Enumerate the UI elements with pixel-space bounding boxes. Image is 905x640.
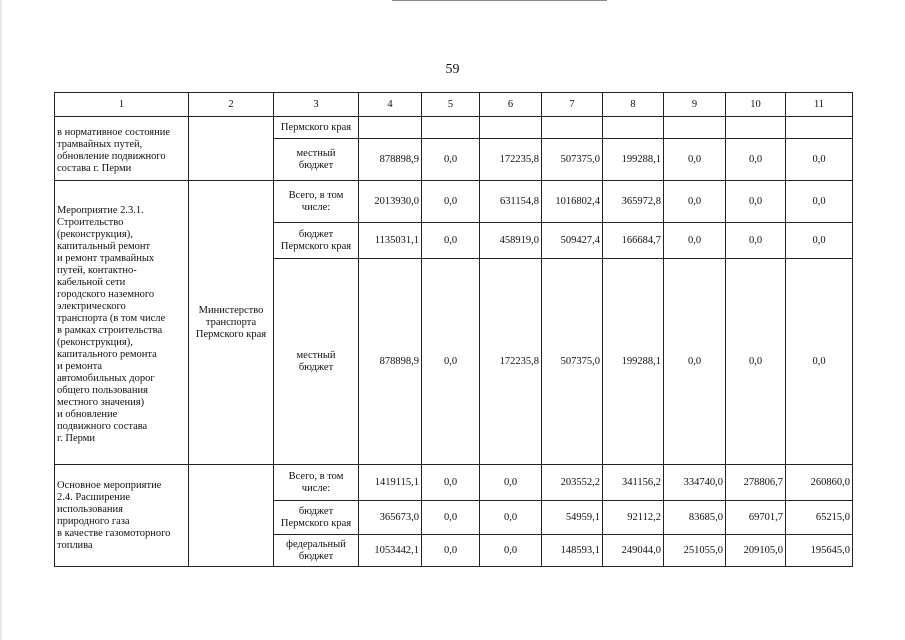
value-cell: 0,0	[786, 223, 853, 259]
funding-source: Всего, в том числе:	[274, 181, 359, 223]
table-row	[55, 465, 853, 501]
measure-description: Основное мероприятие 2.4. Расширение использования природного газа в качестве газомоторного топлива	[55, 465, 189, 567]
funding-source: бюджет Пермского края	[274, 501, 359, 535]
value-cell: 0,0	[726, 181, 786, 223]
value-cell	[603, 117, 664, 139]
header-cell: 10	[726, 93, 786, 117]
value-cell: 0,0	[786, 181, 853, 223]
value-cell: 166684,7	[603, 223, 664, 259]
funding-source: Пермского края	[274, 117, 359, 139]
value-cell: 0,0	[480, 535, 542, 567]
page-number: 59	[445, 62, 460, 77]
value-cell: 334740,0	[664, 465, 726, 501]
value-cell: 1135031,1	[359, 223, 422, 259]
value-cell: 199288,1	[603, 259, 664, 465]
value-cell	[422, 117, 480, 139]
table-row	[55, 117, 853, 139]
value-cell	[664, 117, 726, 139]
value-cell: 507375,0	[542, 259, 603, 465]
value-cell: 148593,1	[542, 535, 603, 567]
value-cell: 0,0	[726, 259, 786, 465]
header-cell: 8	[603, 93, 664, 117]
value-cell: 260860,0	[786, 465, 853, 501]
value-cell	[786, 117, 853, 139]
value-cell: 0,0	[726, 139, 786, 181]
value-cell	[480, 117, 542, 139]
value-cell: 0,0	[422, 139, 480, 181]
value-cell: 249044,0	[603, 535, 664, 567]
value-cell: 278806,7	[726, 465, 786, 501]
funding-source: бюджет Пермского края	[274, 223, 359, 259]
value-cell: 0,0	[664, 181, 726, 223]
value-cell: 172235,8	[480, 259, 542, 465]
header-cell: 4	[359, 93, 422, 117]
header-cell: 9	[664, 93, 726, 117]
value-cell: 199288,1	[603, 139, 664, 181]
value-cell: 172235,8	[480, 139, 542, 181]
value-cell: 458919,0	[480, 223, 542, 259]
value-cell: 0,0	[726, 223, 786, 259]
value-cell: 92112,2	[603, 501, 664, 535]
table-row	[55, 181, 853, 223]
header-cell: 6	[480, 93, 542, 117]
value-cell: 509427,4	[542, 223, 603, 259]
value-cell: 0,0	[786, 259, 853, 465]
value-cell: 631154,8	[480, 181, 542, 223]
value-cell: 251055,0	[664, 535, 726, 567]
value-cell: 0,0	[786, 139, 853, 181]
header-cell: 7	[542, 93, 603, 117]
value-cell: 65215,0	[786, 501, 853, 535]
header-cell: 2	[189, 93, 274, 117]
value-cell: 195645,0	[786, 535, 853, 567]
value-cell: 0,0	[480, 465, 542, 501]
value-cell: 54959,1	[542, 501, 603, 535]
value-cell: 507375,0	[542, 139, 603, 181]
value-cell	[542, 117, 603, 139]
value-cell: 0,0	[664, 139, 726, 181]
value-cell: 0,0	[422, 501, 480, 535]
value-cell: 0,0	[480, 501, 542, 535]
value-cell: 0,0	[664, 223, 726, 259]
value-cell: 69701,7	[726, 501, 786, 535]
header-cell: 3	[274, 93, 359, 117]
header-row	[55, 93, 853, 117]
scan-edge	[0, 0, 2, 640]
value-cell: 0,0	[664, 259, 726, 465]
value-cell	[359, 117, 422, 139]
value-cell: 83685,0	[664, 501, 726, 535]
value-cell: 209105,0	[726, 535, 786, 567]
value-cell: 0,0	[422, 181, 480, 223]
value-cell: 878898,9	[359, 139, 422, 181]
top-rule	[392, 0, 607, 1]
value-cell: 0,0	[422, 223, 480, 259]
executor-cell	[189, 465, 274, 567]
funding-source: местный бюджет	[274, 139, 359, 181]
value-cell: 1419115,1	[359, 465, 422, 501]
value-cell: 365972,8	[603, 181, 664, 223]
executor-cell: Министерство транспорта Пермского края	[189, 181, 274, 465]
value-cell: 1053442,1	[359, 535, 422, 567]
value-cell: 878898,9	[359, 259, 422, 465]
measure-description: Мероприятие 2.3.1. Строительство (реконструкция), капитальный ремонт и ремонт трамвайных путей, контактно- кабельной сети городского наземного электрического транспорта (в том числе в рамках строительства (реконструкция), капитального ремонта и ремонта автомобильных дорог общего пользования местного значения) и обновление подвижного состава г. Перми	[55, 181, 189, 465]
funding-source: федеральный бюджет	[274, 535, 359, 567]
value-cell: 0,0	[422, 465, 480, 501]
funding-source: местный бюджет	[274, 259, 359, 465]
value-cell: 2013930,0	[359, 181, 422, 223]
header-cell: 1	[55, 93, 189, 117]
value-cell: 341156,2	[603, 465, 664, 501]
measure-description: в нормативное состояние трамвайных путей, обновление подвижного состава г. Перми	[55, 117, 189, 181]
executor-cell	[189, 117, 274, 181]
value-cell: 1016802,4	[542, 181, 603, 223]
funding-source: Всего, в том числе:	[274, 465, 359, 501]
header-cell: 5	[422, 93, 480, 117]
value-cell: 203552,2	[542, 465, 603, 501]
header-cell: 11	[786, 93, 853, 117]
value-cell: 0,0	[422, 259, 480, 465]
budget-table	[54, 92, 853, 567]
value-cell: 365673,0	[359, 501, 422, 535]
value-cell	[726, 117, 786, 139]
value-cell: 0,0	[422, 535, 480, 567]
